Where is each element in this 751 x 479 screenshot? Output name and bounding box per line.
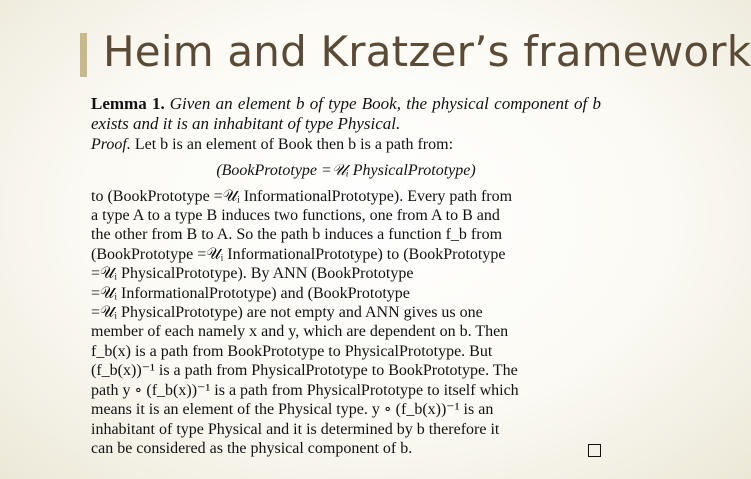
proof-line: =𝒰ᵢ PhysicalPrototype). By ANN (BookPrototype	[91, 265, 414, 283]
proof-line: (BookPrototype =𝒰ᵢ InformationalPrototype) to (BookPrototype	[91, 245, 506, 263]
proof-first-line: Let b is an element of Book then b is a path from:	[134, 135, 454, 153]
slide-title: Heim and Kratzer’s framework	[103, 27, 751, 76]
proof-line: path y ∘ (f_b(x))⁻¹ is a path from PhysicalPrototype to itself which	[91, 381, 519, 399]
qed-box-icon	[588, 444, 601, 457]
proof-intro	[91, 135, 601, 154]
proof-line: =𝒰ᵢ PhysicalPrototype) are not empty and ANN gives us one	[91, 304, 483, 322]
slide-body	[91, 94, 601, 458]
proof-line: (f_b(x))⁻¹ is a path from PhysicalPrototype to BookPrototype. The	[91, 362, 518, 380]
proof-lines	[91, 187, 601, 459]
title-accent-bar	[80, 33, 87, 77]
proof-line: to (BookPrototype =𝒰ᵢ InformationalPrototype). Every path from	[91, 187, 513, 205]
proof-line: the other from B to A. So the path b induces a function f_b from	[91, 226, 503, 244]
lemma-statement: Given an element b of type Book, the physical component of b exists and it is an inhabitant of type Physical.	[91, 94, 601, 134]
proof-line: f_b(x) is a path from BookPrototype to PhysicalPrototype. But	[91, 342, 493, 360]
proof-line: means it is an element of the Physical type. y ∘ (f_b(x))⁻¹ is an	[91, 401, 494, 419]
proof-formula: (BookPrototype =𝒰ᵢ PhysicalPrototype)	[216, 162, 476, 180]
proof-label: Proof.	[91, 135, 131, 153]
lemma-label: Lemma 1.	[91, 94, 165, 113]
proof-line: inhabitant of type Physical and it is determined by b therefore it	[91, 420, 500, 438]
proof-line: a type A to a type B induces two functions, one from A to B and	[91, 207, 500, 225]
proof-line: member of each namely x and y, which are dependent on b. Then	[91, 323, 509, 341]
proof-line: =𝒰ᵢ InformationalPrototype) and (BookPrototype	[91, 284, 410, 302]
proof-line-last	[91, 439, 601, 458]
lemma	[91, 94, 601, 135]
proof-line-last-text: can be considered as the physical component of b.	[91, 439, 413, 457]
